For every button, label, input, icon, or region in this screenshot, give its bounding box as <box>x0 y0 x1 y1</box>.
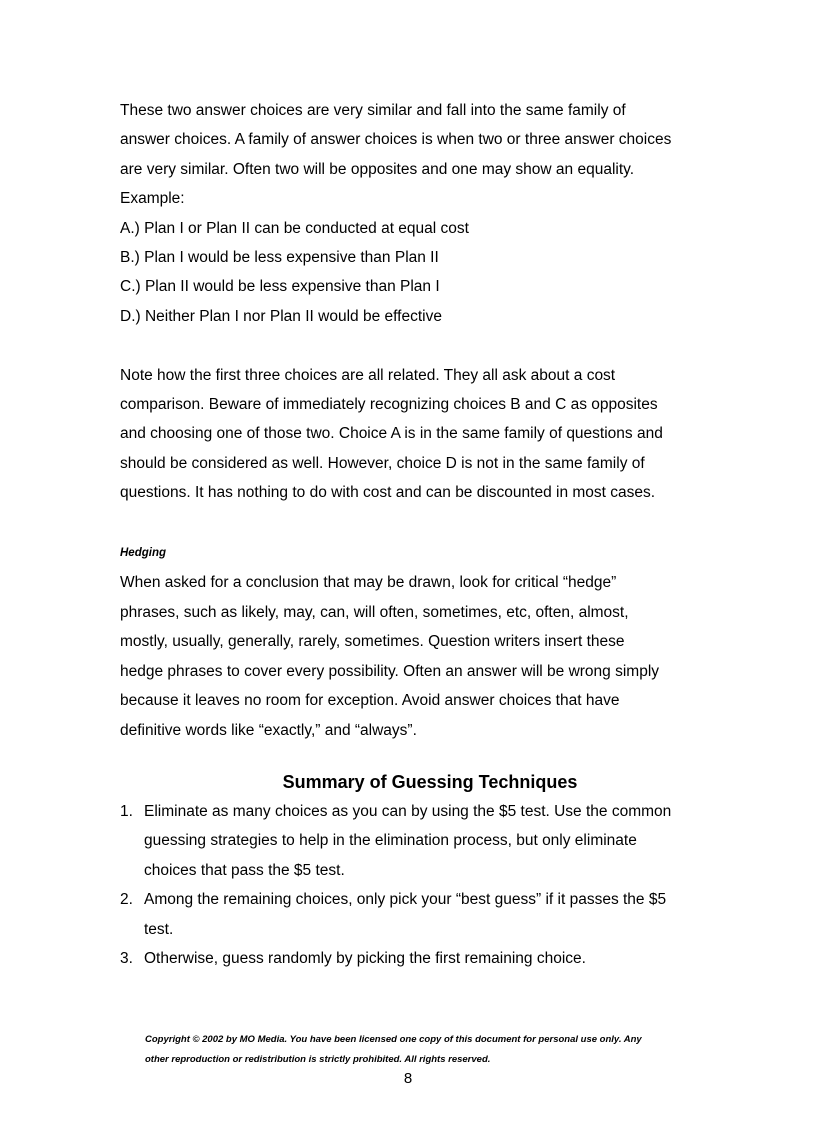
hedging-line: When asked for a conclusion that may be drawn, look for critical “hedge” <box>120 574 617 592</box>
hedging-paragraph <box>120 568 720 744</box>
example-choice-a: A.) Plan I or Plan II can be conducted at equal cost <box>120 219 469 237</box>
note-line: questions. It has nothing to do with cost and can be discounted in most cases. <box>120 484 656 502</box>
summary-item-number: 1. <box>120 802 133 820</box>
document-body <box>120 96 720 973</box>
copyright-line: other reproduction or redistribution is strictly prohibited. All rights reserved. <box>145 1054 491 1065</box>
summary-item-line: Otherwise, guess randomly by picking the first remaining choice. <box>144 949 586 967</box>
note-line: should be considered as well. However, choice D is not in the same family of <box>120 454 645 472</box>
summary-item-line: choices that pass the $5 test. <box>144 861 345 879</box>
summary-list <box>120 797 720 973</box>
copyright-line: Copyright © 2002 by MO Media. You have been licensed one copy of this document for personal use only. Any <box>145 1034 642 1045</box>
summary-item <box>120 944 720 973</box>
hedging-line: definitive words like “exactly,” and “always”. <box>120 721 417 739</box>
example-choices <box>120 214 720 332</box>
summary-item-line: Eliminate as many choices as you can by using the $5 test. Use the common <box>144 802 672 820</box>
note-line: and choosing one of those two. Choice A is in the same family of questions and <box>120 425 663 443</box>
hedging-line: hedge phrases to cover every possibility. Often an answer will be wrong simply <box>120 662 660 680</box>
note-paragraph <box>120 361 720 508</box>
summary-item-line: test. <box>144 920 174 938</box>
summary-item-number: 3. <box>120 949 133 967</box>
example-choice-d: D.) Neither Plan I nor Plan II would be effective <box>120 307 442 325</box>
summary-item-line: Among the remaining choices, only pick your “best guess” if it passes the $5 <box>144 891 667 909</box>
paragraph-spacer <box>120 508 720 537</box>
hedging-heading: Hedging <box>120 547 166 560</box>
intro-line: are very similar. Often two will be opposites and one may show an equality. <box>120 160 635 178</box>
hedging-line: phrases, such as likely, may, can, will often, sometimes, etc, often, almost, <box>120 603 629 621</box>
hedging-line: mostly, usually, generally, rarely, sometimes. Question writers insert these <box>120 633 625 651</box>
paragraph-spacer <box>120 331 720 360</box>
intro-paragraph <box>120 96 720 214</box>
intro-line: answer choices. A family of answer choices is when two or three answer choices <box>120 131 672 149</box>
summary-title: Summary of Guessing Techniques <box>282 771 578 792</box>
summary-item <box>120 885 720 944</box>
summary-item <box>120 797 720 885</box>
note-line: comparison. Beware of immediately recognizing choices B and C as opposites <box>120 396 658 414</box>
summary-item-number: 2. <box>120 891 133 909</box>
summary-item-line: guessing strategies to help in the elimination process, but only eliminate <box>144 832 637 850</box>
summary-item-text <box>144 797 720 885</box>
hedging-line: because it leaves no room for exception. Avoid answer choices that have <box>120 692 620 710</box>
summary-item-text <box>144 944 720 973</box>
example-choice-c: C.) Plan II would be less expensive than Plan I <box>120 278 440 296</box>
example-choice-b: B.) Plan I would be less expensive than Plan II <box>120 249 439 267</box>
summary-item-text <box>144 885 720 944</box>
page-number: 8 <box>403 1070 413 1087</box>
intro-line: These two answer choices are very similar and fall into the same family of <box>120 102 626 119</box>
intro-line: Example: <box>120 190 185 208</box>
note-line: Note how the first three choices are all related. They all ask about a cost <box>120 366 616 384</box>
copyright-footer <box>145 1030 725 1070</box>
